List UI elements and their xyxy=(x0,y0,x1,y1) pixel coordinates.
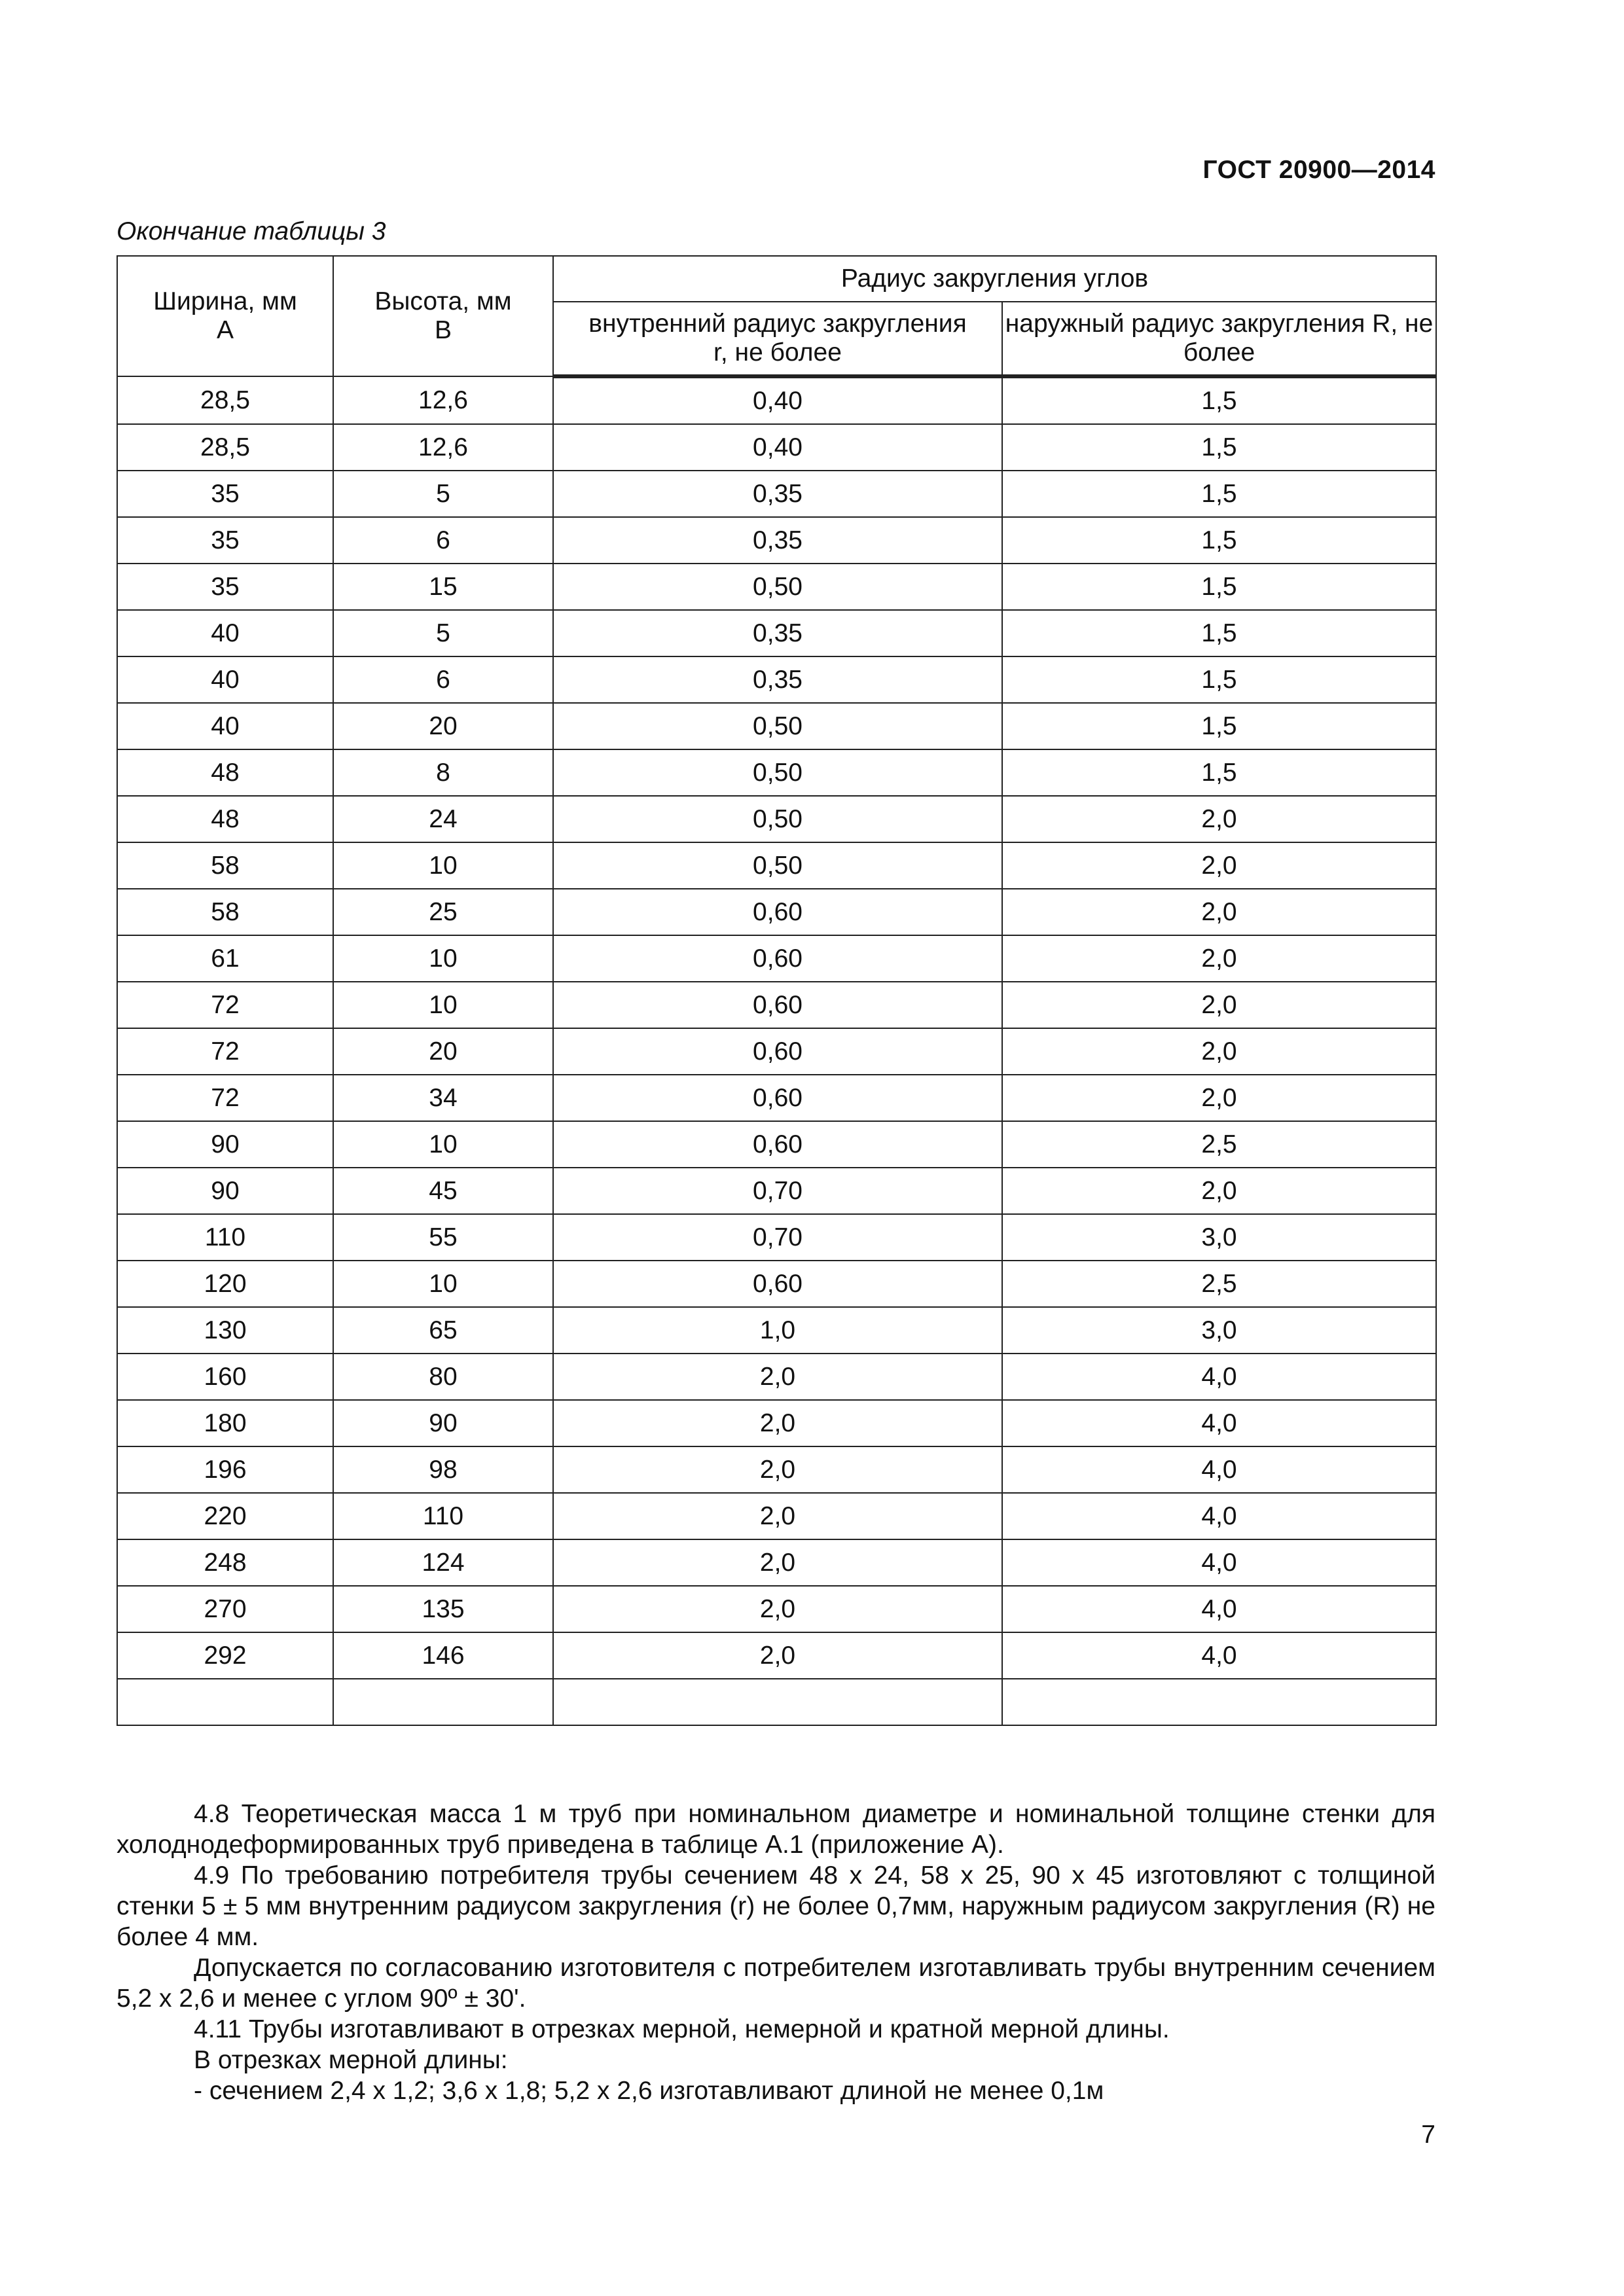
header-inner-radius-line1: внутренний радиус закругления xyxy=(588,310,967,338)
table-row xyxy=(117,1354,1436,1400)
table-caption: Окончание таблицы 3 xyxy=(117,217,386,245)
table-cell: 55 xyxy=(333,1214,553,1261)
table-cell: 80 xyxy=(333,1354,553,1400)
table-cell: 40 xyxy=(117,656,333,703)
table-cell: 35 xyxy=(117,517,333,564)
table-cell: 2,0 xyxy=(553,1493,1002,1539)
table-cell: 1,5 xyxy=(1002,471,1436,517)
table-cell: 72 xyxy=(117,1028,333,1075)
table-cell: 10 xyxy=(333,1261,553,1307)
table-cell: 24 xyxy=(333,796,553,842)
table-cell: 2,0 xyxy=(1002,1028,1436,1075)
table-cell: 2,0 xyxy=(553,1539,1002,1586)
table-cell: 1,5 xyxy=(1002,656,1436,703)
header-height xyxy=(333,256,553,376)
table-cell: 15 xyxy=(333,564,553,610)
table-cell: 0,35 xyxy=(553,610,1002,656)
header-height-symbol: В xyxy=(434,316,452,344)
table-row xyxy=(117,1261,1436,1307)
header-inner-radius xyxy=(553,302,1002,376)
table-cell: 4,0 xyxy=(1002,1493,1436,1539)
header-outer-radius xyxy=(1002,302,1436,376)
table-cell: 2,0 xyxy=(1002,1168,1436,1214)
table-row xyxy=(117,935,1436,982)
table-row xyxy=(117,1679,1436,1725)
table-cell: 65 xyxy=(333,1307,553,1354)
table-cell: 61 xyxy=(117,935,333,982)
table-cell: 20 xyxy=(333,703,553,749)
table-cell: 58 xyxy=(117,889,333,935)
table-cell: 2,0 xyxy=(553,1586,1002,1632)
table-cell: 2,0 xyxy=(553,1400,1002,1446)
table-row xyxy=(117,703,1436,749)
table-cell: 40 xyxy=(117,703,333,749)
table-cell: 0,50 xyxy=(553,564,1002,610)
table-cell: 10 xyxy=(333,982,553,1028)
table-cell: 2,0 xyxy=(1002,935,1436,982)
header-outer-radius-line2: более xyxy=(1183,338,1255,367)
table-row xyxy=(117,749,1436,796)
table-body xyxy=(117,376,1436,1725)
header-width-symbol: А xyxy=(216,316,234,344)
table-cell: 0,35 xyxy=(553,471,1002,517)
table-cell: 0,35 xyxy=(553,517,1002,564)
paragraph-4-11: 4.11 Трубы изготавливают в отрезках мерной, немерной и кратной мерной длины. xyxy=(194,2015,1170,2043)
table-cell: 28,5 xyxy=(117,424,333,471)
table-cell: 0,60 xyxy=(553,1028,1002,1075)
table-cell: 180 xyxy=(117,1400,333,1446)
table-row xyxy=(117,376,1436,424)
page-number: 7 xyxy=(1421,2121,1435,2149)
table-cell: 0,60 xyxy=(553,935,1002,982)
table-cell: 1,5 xyxy=(1002,564,1436,610)
table-cell: 20 xyxy=(333,1028,553,1075)
table-cell: 0,60 xyxy=(553,1121,1002,1168)
table-cell: 98 xyxy=(333,1446,553,1493)
table-cell: 0,70 xyxy=(553,1168,1002,1214)
table-row xyxy=(117,1586,1436,1632)
table-cell: 12,6 xyxy=(333,376,553,424)
table-row xyxy=(117,1214,1436,1261)
table-cell: 1,5 xyxy=(1002,610,1436,656)
header-width-label: Ширина, мм xyxy=(153,287,297,316)
table-cell: 90 xyxy=(117,1168,333,1214)
table-cell: 48 xyxy=(117,749,333,796)
table-cell: 0,40 xyxy=(553,424,1002,471)
table-cell: 1,5 xyxy=(1002,424,1436,471)
table-cell xyxy=(117,1679,333,1725)
table-cell: 12,6 xyxy=(333,424,553,471)
table-cell: 0,35 xyxy=(553,656,1002,703)
table-cell: 2,0 xyxy=(1002,1075,1436,1121)
table-cell: 1,5 xyxy=(1002,749,1436,796)
table-cell: 4,0 xyxy=(1002,1539,1436,1586)
table-row xyxy=(117,424,1436,471)
table-cell: 48 xyxy=(117,796,333,842)
table-row xyxy=(117,1307,1436,1354)
table-cell: 270 xyxy=(117,1586,333,1632)
table-cell: 2,0 xyxy=(553,1632,1002,1679)
table-cell: 90 xyxy=(333,1400,553,1446)
table-row xyxy=(117,1121,1436,1168)
table-cell: 1,5 xyxy=(1002,376,1436,424)
header-radius-group: Радиус закругления углов xyxy=(553,256,1436,302)
table-cell: 34 xyxy=(333,1075,553,1121)
table-cell: 0,50 xyxy=(553,842,1002,889)
table-cell: 10 xyxy=(333,935,553,982)
table-cell: 10 xyxy=(333,842,553,889)
table-cell: 25 xyxy=(333,889,553,935)
table-cell: 2,0 xyxy=(1002,796,1436,842)
table-cell: 2,0 xyxy=(1002,982,1436,1028)
table-cell: 292 xyxy=(117,1632,333,1679)
table-cell: 35 xyxy=(117,564,333,610)
table-cell: 220 xyxy=(117,1493,333,1539)
table-cell: 1,5 xyxy=(1002,517,1436,564)
header-inner-radius-line2: r, не более xyxy=(713,338,842,367)
table-cell: 45 xyxy=(333,1168,553,1214)
table-cell: 0,40 xyxy=(553,376,1002,424)
table-cell: 2,0 xyxy=(553,1446,1002,1493)
table-cell: 72 xyxy=(117,982,333,1028)
table-cell: 6 xyxy=(333,517,553,564)
table-row xyxy=(117,1446,1436,1493)
table-cell: 6 xyxy=(333,656,553,703)
table-cell: 10 xyxy=(333,1121,553,1168)
table-cell: 4,0 xyxy=(1002,1446,1436,1493)
table-cell: 40 xyxy=(117,610,333,656)
table-cell: 4,0 xyxy=(1002,1632,1436,1679)
table-row xyxy=(117,842,1436,889)
table-cell: 90 xyxy=(117,1121,333,1168)
table-cell: 160 xyxy=(117,1354,333,1400)
header-outer-radius-line1: наружный радиус закругления R, не xyxy=(1005,310,1434,338)
table-cell: 0,60 xyxy=(553,1261,1002,1307)
table-cell: 58 xyxy=(117,842,333,889)
table-cell: 4,0 xyxy=(1002,1354,1436,1400)
table-row xyxy=(117,1075,1436,1121)
table-row xyxy=(117,517,1436,564)
table-cell: 2,5 xyxy=(1002,1121,1436,1168)
table-cell: 110 xyxy=(117,1214,333,1261)
paragraph-4-8: 4.8 Теоретическая масса 1 м труб при номинальном диаметре и номинальной толщине стенки для холоднодеформированных труб приведена в таблице А.1 (приложение А). xyxy=(117,1800,1435,1859)
table-cell: 0,60 xyxy=(553,1075,1002,1121)
table-row xyxy=(117,610,1436,656)
table-row xyxy=(117,564,1436,610)
table-cell: 1,0 xyxy=(553,1307,1002,1354)
table-cell: 0,60 xyxy=(553,889,1002,935)
table-cell: 5 xyxy=(333,610,553,656)
table-row xyxy=(117,889,1436,935)
table-cell: 2,0 xyxy=(1002,889,1436,935)
paragraph-4-11-a: В отрезках мерной длины: xyxy=(194,2046,508,2074)
table-cell: 146 xyxy=(333,1632,553,1679)
table-cell: 4,0 xyxy=(1002,1586,1436,1632)
table-cell: 196 xyxy=(117,1446,333,1493)
table-cell: 1,5 xyxy=(1002,703,1436,749)
table-cell: 110 xyxy=(333,1493,553,1539)
body-text xyxy=(117,1799,1435,2106)
table-cell: 124 xyxy=(333,1539,553,1586)
table-cell: 8 xyxy=(333,749,553,796)
table-cell: 3,0 xyxy=(1002,1214,1436,1261)
table-cell: 130 xyxy=(117,1307,333,1354)
table-cell: 35 xyxy=(117,471,333,517)
table-row xyxy=(117,796,1436,842)
table-cell: 0,70 xyxy=(553,1214,1002,1261)
table-cell: 2,0 xyxy=(1002,842,1436,889)
table-cell xyxy=(333,1679,553,1725)
table-cell: 248 xyxy=(117,1539,333,1586)
table-row xyxy=(117,982,1436,1028)
table-cell: 3,0 xyxy=(1002,1307,1436,1354)
table-cell: 0,50 xyxy=(553,703,1002,749)
table-cell: 2,0 xyxy=(553,1354,1002,1400)
table-cell: 135 xyxy=(333,1586,553,1632)
paragraph-4-11-b: - сечением 2,4 х 1,2; 3,6 х 1,8; 5,2 х 2,6 изготавливают длиной не менее 0,1м xyxy=(194,2077,1104,2105)
table-cell: 0,50 xyxy=(553,749,1002,796)
table-cell: 4,0 xyxy=(1002,1400,1436,1446)
table-cell: 120 xyxy=(117,1261,333,1307)
table-row xyxy=(117,1539,1436,1586)
table-row xyxy=(117,1632,1436,1679)
table-row xyxy=(117,1400,1436,1446)
table-cell: 2,5 xyxy=(1002,1261,1436,1307)
paragraph-4-9: 4.9 По требованию потребителя трубы сечением 48 х 24, 58 х 25, 90 х 45 изготовляют с толщиной стенки 5 ± 5 мм внутренним радиусом закругления (r) не более 0,7мм, наружным радиусом закругления (R) не более 4 мм. xyxy=(117,1861,1435,1951)
table-cell: 0,60 xyxy=(553,982,1002,1028)
table-row xyxy=(117,1168,1436,1214)
table-row xyxy=(117,471,1436,517)
table-cell: 72 xyxy=(117,1075,333,1121)
header-height-label: Высота, мм xyxy=(374,287,512,316)
table-row xyxy=(117,656,1436,703)
dimensions-table xyxy=(117,255,1437,1726)
table-cell: 0,50 xyxy=(553,796,1002,842)
document-code: ГОСТ 20900—2014 xyxy=(1202,156,1435,184)
table-cell xyxy=(553,1679,1002,1725)
table-cell xyxy=(1002,1679,1436,1725)
paragraph-4-10: Допускается по согласованию изготовителя с потребителем изготавливать трубы внутренним сечением 5,2 х 2,6 и менее с углом 90º ± 30'. xyxy=(117,1954,1435,2013)
table-row xyxy=(117,1493,1436,1539)
table-cell: 5 xyxy=(333,471,553,517)
header-width xyxy=(117,256,333,376)
table-cell: 28,5 xyxy=(117,376,333,424)
table-row xyxy=(117,1028,1436,1075)
